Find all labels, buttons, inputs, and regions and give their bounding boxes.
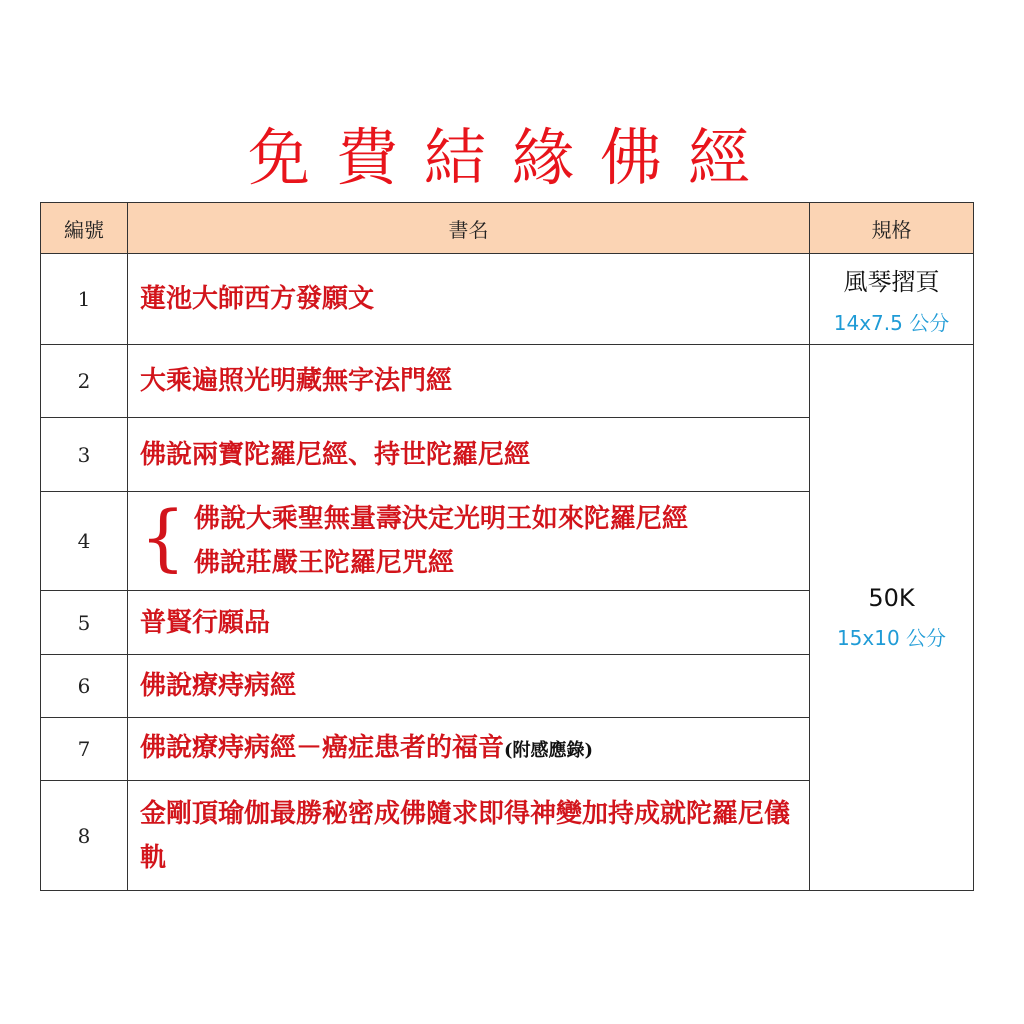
- book-name: 佛說兩寶陀羅尼經、持世陀羅尼經: [128, 418, 810, 492]
- book-name: 蓮池大師西方發願文: [128, 254, 810, 345]
- row-num: 4: [41, 492, 128, 591]
- header-num: 編號: [41, 203, 128, 254]
- table-row: [41, 254, 974, 345]
- row-num: 8: [41, 781, 128, 891]
- book-name: 大乘遍照光明藏無字法門經: [128, 345, 810, 418]
- row-num: 7: [41, 718, 128, 781]
- book-name: 佛說療痔病經－癌症患者的福音: [140, 732, 505, 763]
- spec-format: 風琴摺頁: [843, 268, 940, 296]
- spec-cell: [810, 254, 974, 345]
- sutra-table: [40, 202, 974, 891]
- book-name-group: [128, 492, 810, 591]
- book-name: 佛說大乘聖無量壽決定光明王如來陀羅尼經: [193, 504, 688, 534]
- spec-size: 15x10 公分: [836, 626, 947, 650]
- book-name-cell: [128, 718, 810, 781]
- book-name: 金剛頂瑜伽最勝秘密成佛隨求即得神變加持成就陀羅尼儀軌: [128, 781, 810, 891]
- spec-format: 50K: [868, 584, 915, 612]
- table-row: [41, 345, 974, 418]
- header-spec: 規格: [810, 203, 974, 254]
- row-num: 5: [41, 591, 128, 655]
- book-name: 普賢行願品: [128, 591, 810, 655]
- row-num: 1: [41, 254, 128, 345]
- row-num: 2: [41, 345, 128, 418]
- book-name: 佛說療痔病經: [128, 655, 810, 718]
- header-name: 書名: [128, 203, 810, 254]
- book-note: (附感應錄): [504, 739, 594, 761]
- page-title: 免費結緣佛經: [247, 121, 776, 194]
- table-header-row: [41, 203, 974, 254]
- spec-size: 14x7.5 公分: [833, 311, 950, 335]
- brace-mark: {: [140, 495, 186, 579]
- row-num: 3: [41, 418, 128, 492]
- spec-cell: [810, 345, 974, 891]
- row-num: 6: [41, 655, 128, 718]
- book-name: 佛說莊嚴王陀羅尼咒經: [193, 548, 454, 578]
